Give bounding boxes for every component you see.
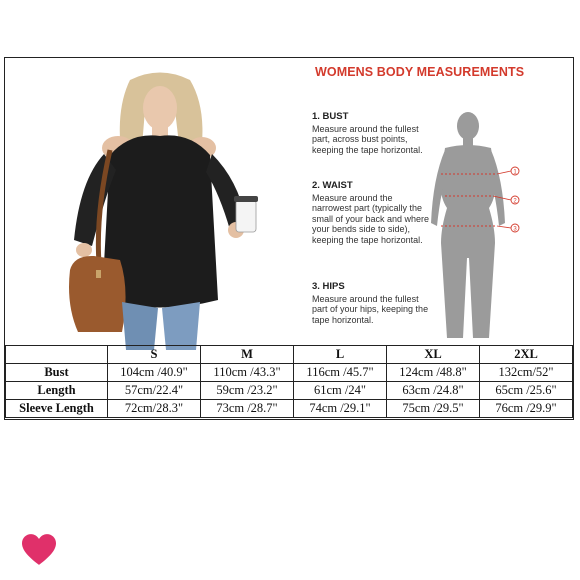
- step-heading: 1. BUST: [312, 111, 349, 122]
- marker-label: 3: [513, 226, 517, 233]
- size-header: 2XL: [480, 346, 573, 364]
- table-cell: 104cm /40.9": [108, 364, 201, 382]
- step-waist: [312, 181, 432, 246]
- row-label: Sleeve Length: [6, 400, 108, 418]
- table-cell: 57cm/22.4": [108, 382, 201, 400]
- table-cell: 75cm /29.5": [387, 400, 480, 418]
- table-row: [6, 400, 573, 418]
- step-hips: [312, 282, 432, 325]
- marker-label: 2: [513, 198, 517, 205]
- size-header: M: [201, 346, 294, 364]
- size-header: L: [294, 346, 387, 364]
- table-cell: 124cm /48.8": [387, 364, 480, 382]
- step-bust: [312, 112, 432, 155]
- step-text: Measure around the narrowest part (typically the small of your back and where your bends side to side), keeping the tape horizontal.: [312, 192, 430, 245]
- row-label: Bust: [6, 364, 108, 382]
- table-cell: 110cm /43.3": [201, 364, 294, 382]
- table-cell: 116cm /45.7": [294, 364, 387, 382]
- table-cell: 63cm /24.8": [387, 382, 480, 400]
- table-cell: 76cm /29.9": [480, 400, 573, 418]
- table-cell: 132cm/52": [480, 364, 573, 382]
- body-silhouette: [423, 108, 533, 348]
- table-row: [6, 364, 573, 382]
- size-header: XL: [387, 346, 480, 364]
- guide-title: WOMENS BODY MEASUREMENTS: [315, 65, 525, 79]
- table-header-row: [6, 346, 573, 364]
- table-row: [6, 382, 573, 400]
- table-cell: 74cm /29.1": [294, 400, 387, 418]
- size-chart-card: [4, 57, 574, 420]
- corner-cell: [6, 346, 108, 364]
- marker-label: 1: [513, 169, 517, 176]
- table-cell: 73cm /28.7": [201, 400, 294, 418]
- model-photo: [60, 70, 260, 350]
- table-cell: 65cm /25.6": [480, 382, 573, 400]
- table-cell: 61cm /24": [294, 382, 387, 400]
- step-heading: 3. HIPS: [312, 281, 345, 292]
- heart-icon[interactable]: [22, 534, 56, 566]
- table-cell: 59cm /23.2": [201, 382, 294, 400]
- row-label: Length: [6, 382, 108, 400]
- step-heading: 2. WAIST: [312, 180, 353, 191]
- step-text: Measure around the fullest part, across bust points, keeping the tape horizontal.: [312, 123, 423, 155]
- table-cell: 72cm/28.3": [108, 400, 201, 418]
- size-header: S: [108, 346, 201, 364]
- step-text: Measure around the fullest part of your hips, keeping the tape horizontal.: [312, 293, 429, 325]
- size-table: [5, 345, 573, 418]
